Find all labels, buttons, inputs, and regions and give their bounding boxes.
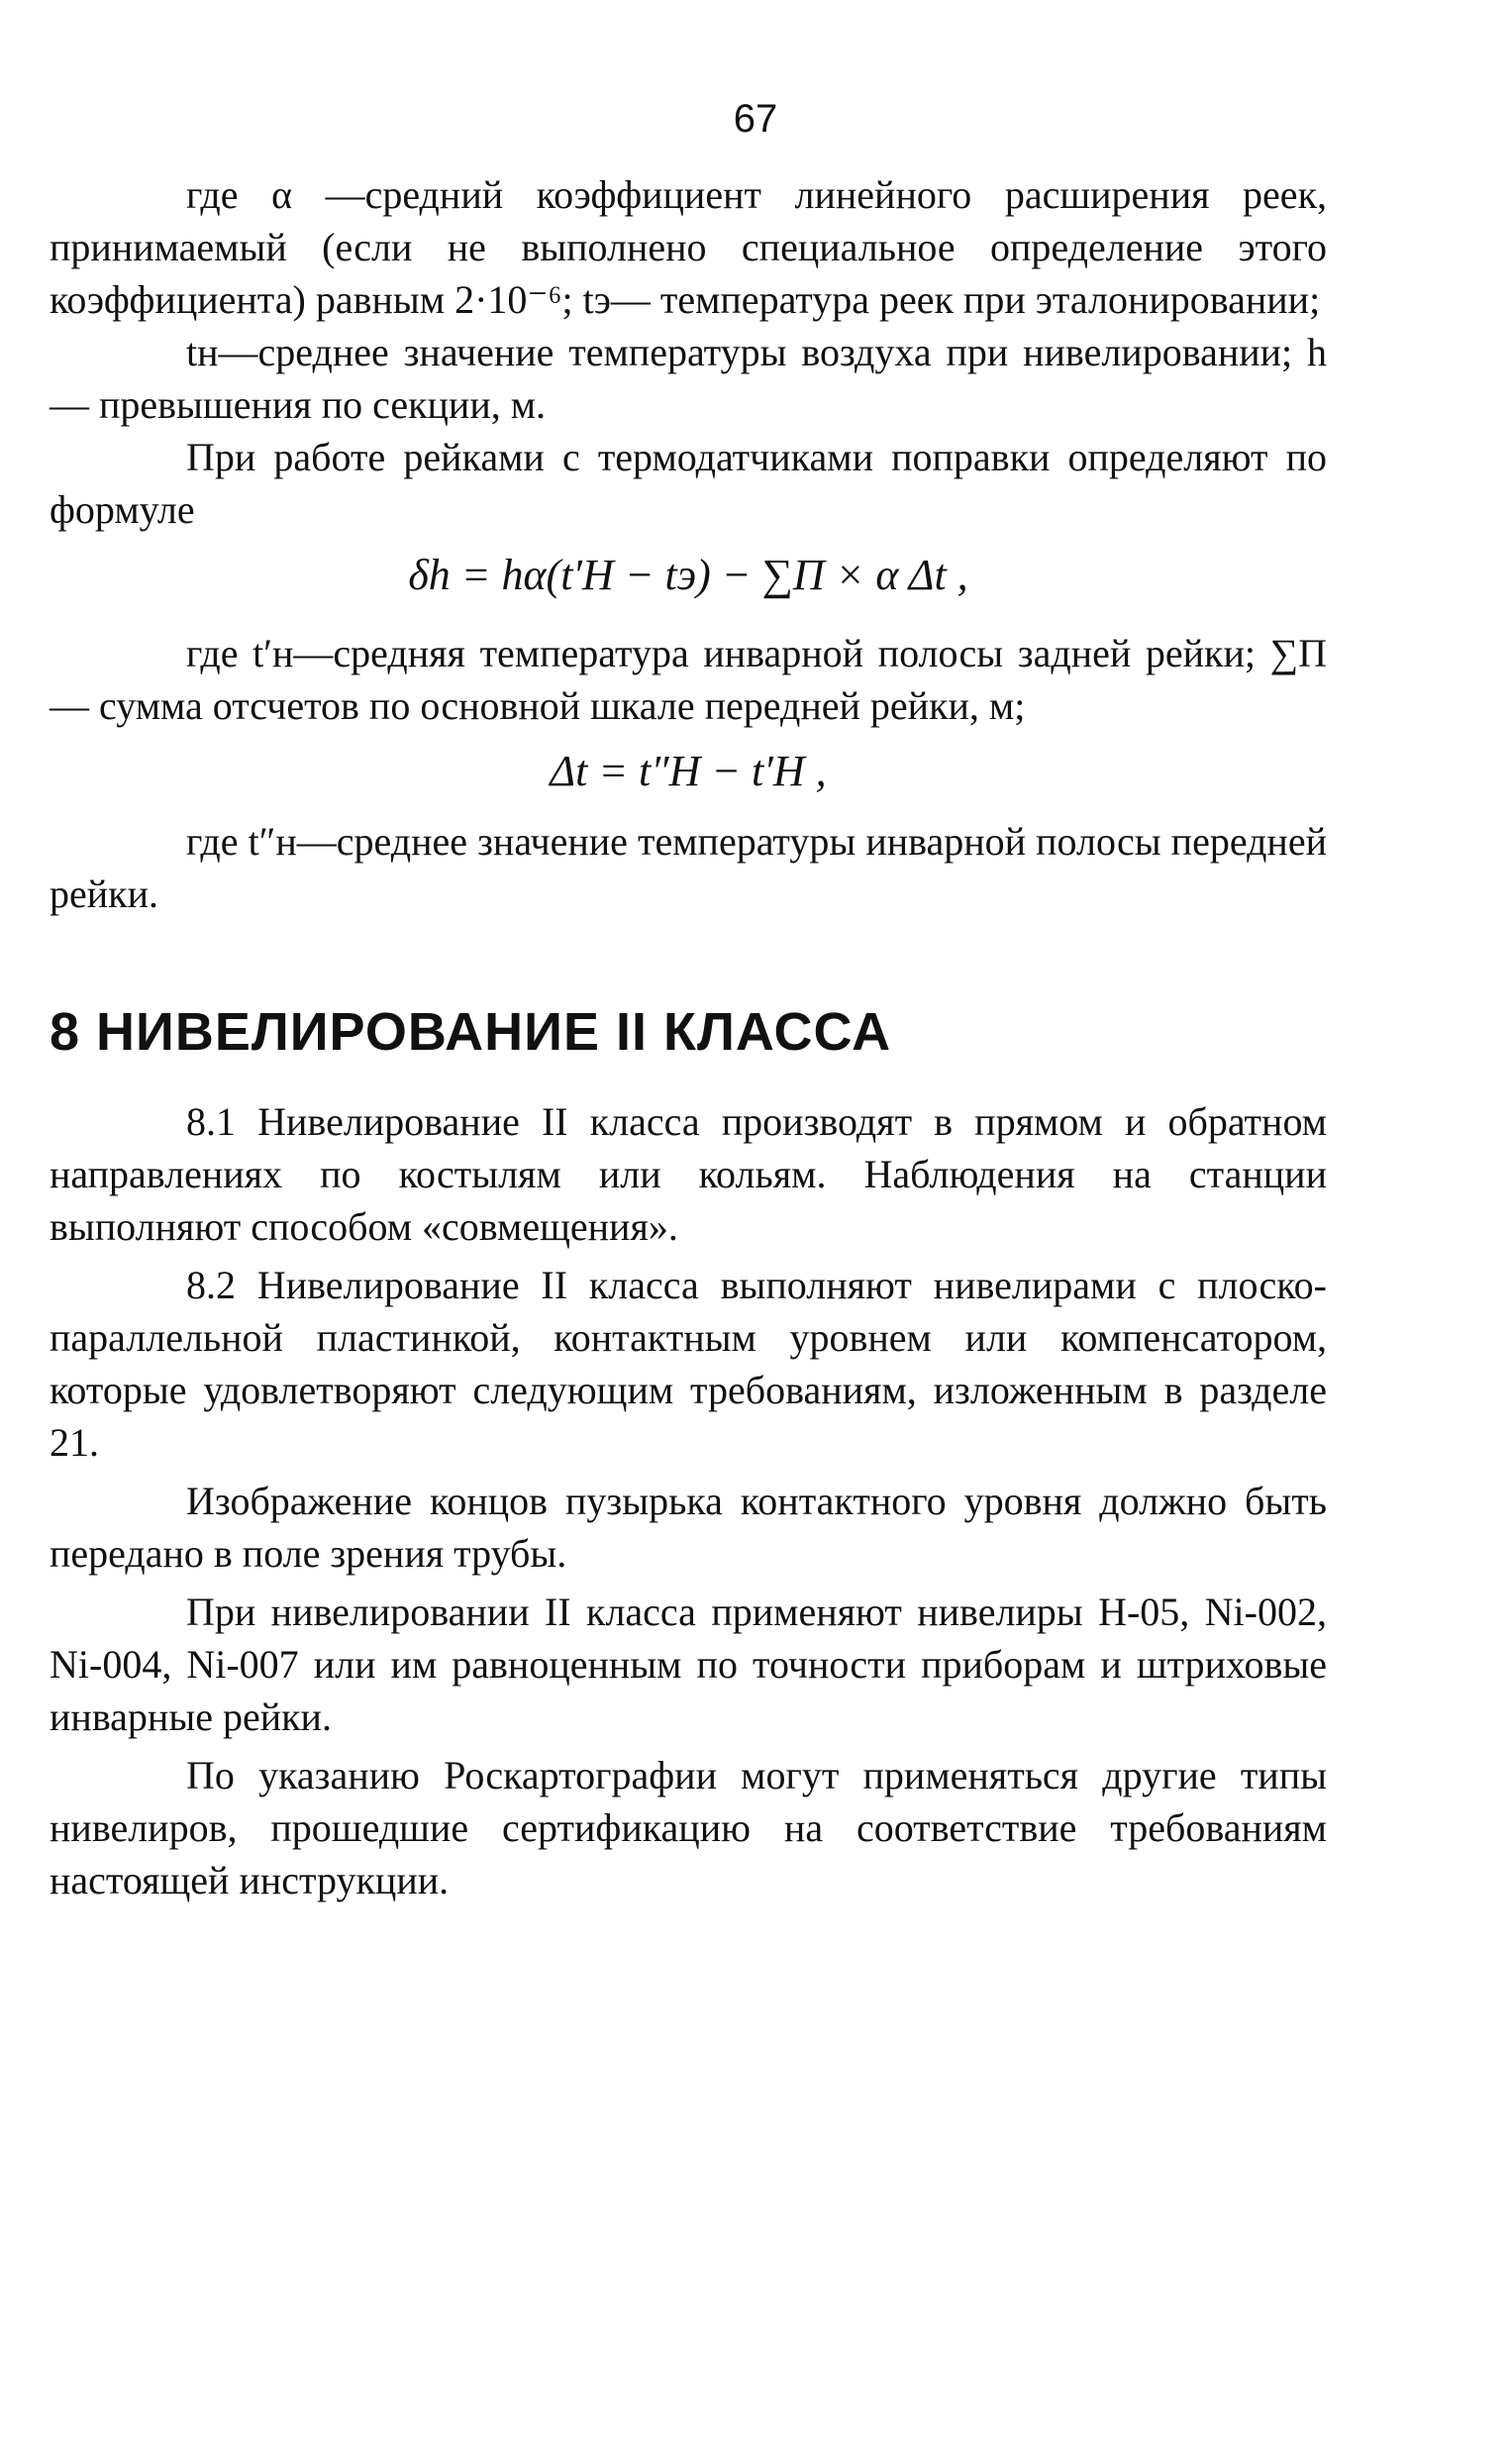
paragraph-tn-definition: tн—среднее значение температуры воздуха при нивелировании; h— превышения по секции, м. — [50, 330, 1327, 427]
paragraph-8-1: 8.1 Нивелирование II класса производят в прямом и обратном направлениях по костылям или кольям. Наблюдения на станции выполняют способом «совмещения». — [50, 1099, 1327, 1249]
paragraph-alpha-definition: где α —средний коэффициент линейного расширения реек, принимаемый (если не выполнено специальное определение этого коэффициента) равным 2·10⁻⁶; tэ— температура реек при эталонировании; — [50, 172, 1327, 322]
paragraph-front-rod-definition: где t″н—среднее значение температуры инварной полосы передней рейки. — [50, 819, 1327, 916]
lower-text-block — [50, 1095, 1327, 1912]
upper-text-block — [50, 168, 1327, 920]
paragraph-correction-intro: При работе рейками с термодатчиками поправки определяют по формуле — [50, 435, 1327, 532]
section-heading: 8 НИВЕЛИРОВАНИЕ II КЛАССА — [50, 1002, 892, 1062]
paragraph-8-2: 8.2 Нивелирование II класса выполняют нивелирами с плоско- параллельной пластинкой, контактным уровнем или компенсатором, которые удовлетворяют следующим требованиям, изложенным в разделе 21. — [50, 1263, 1327, 1465]
page-number: 67 — [733, 97, 778, 141]
formula-correction: δh = hα(t′Н − tэ) − ∑П × α Δt , — [408, 551, 968, 599]
paragraph-bubble-image: Изображение концов пузырька контактного уровня должно быть передано в поле зрения трубы. — [50, 1479, 1327, 1576]
paragraph-other-levels: По указанию Роскартографии могут применяться другие типы нивелиров, прошедшие сертификацию на соответствие требованиям настоящей инструкции. — [50, 1753, 1327, 1902]
formula-delta-t: Δt = t″Н − t′Н , — [550, 747, 827, 795]
paragraph-back-rod-definition: где t′н—средняя температура инварной полосы задней рейки; ∑П — сумма отсчетов по основной шкале передней рейки, м; — [50, 631, 1327, 728]
paragraph-levels-used: При нивелировании II класса применяют нивелиры Н-05, Ni-002, Ni-004, Ni-007 или им равноценным по точности приборам и штриховые инварные рейки. — [50, 1590, 1327, 1739]
